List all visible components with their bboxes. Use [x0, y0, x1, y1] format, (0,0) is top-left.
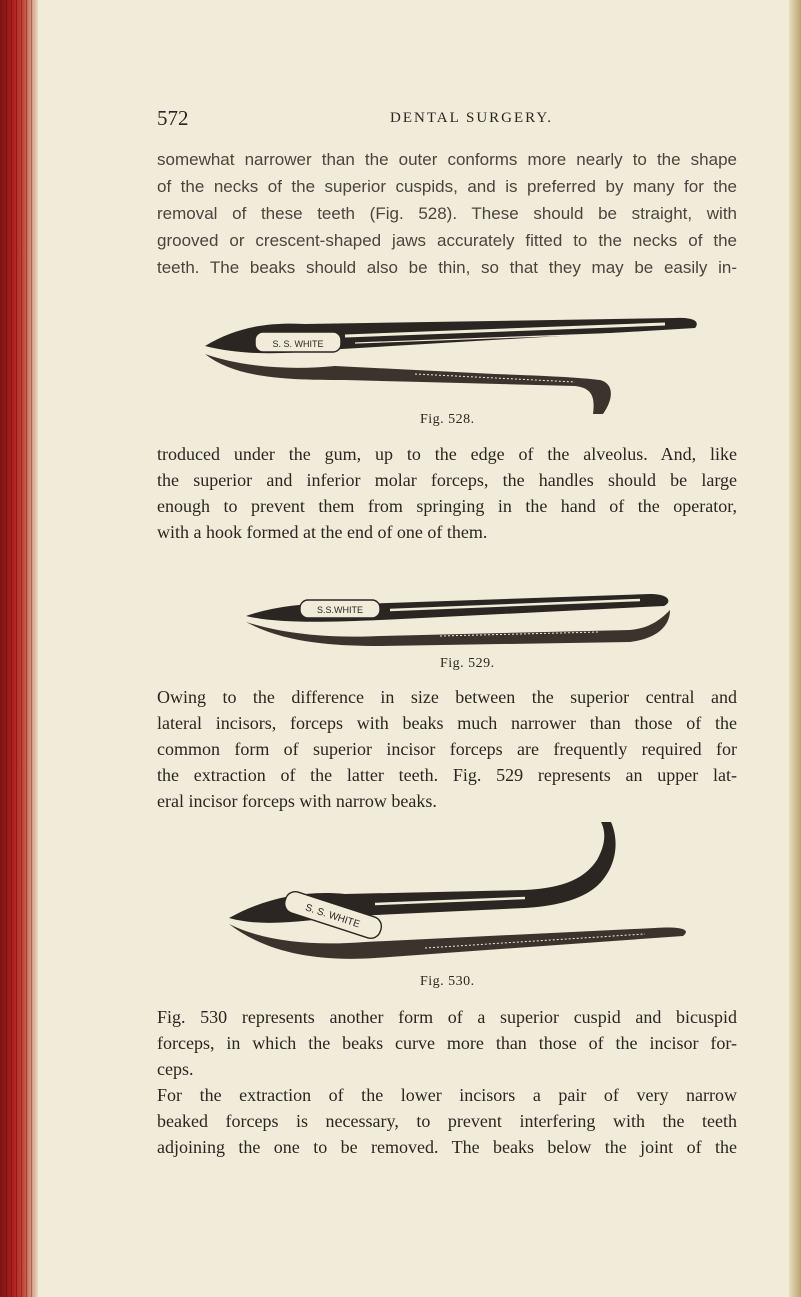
- text-line: teeth. The beaks should also be thin, so that they may be easily in-: [157, 258, 737, 277]
- text-line: Fig. 530 represents another form of a superior cuspid and bicuspid: [157, 1007, 737, 1027]
- text-line: ceps.: [157, 1059, 194, 1079]
- text-line: somewhat narrower than the outer conforms more nearly to the shape: [157, 150, 737, 169]
- figure-528-forceps-illustration: [195, 288, 710, 418]
- page-number: 572: [157, 106, 189, 130]
- figure-530-caption: Fig. 530.: [420, 974, 475, 989]
- text-line: of the necks of the superior cuspids, and is preferred by many for the: [157, 177, 737, 196]
- paragraph-5: [157, 1082, 737, 1160]
- paragraph-4: [157, 1004, 737, 1082]
- fig529-stamp: S.S.WHITE: [316, 605, 364, 615]
- paragraph-1: [157, 146, 737, 281]
- text-line: lateral incisors, forceps with beaks much narrower than those of the: [157, 713, 737, 733]
- text-line: common form of superior incisor forceps are frequently required for: [157, 739, 737, 759]
- text-line: the superior and inferior molar forceps, the handles should be large: [157, 470, 737, 490]
- text-line: Owing to the difference in size between the superior central and: [157, 687, 737, 707]
- paragraph-2: [157, 441, 737, 545]
- running-head: DENTAL SURGERY.: [390, 110, 553, 126]
- text-line: enough to prevent them from springing in the hand of the operator,: [157, 496, 737, 516]
- page-right-edge: [789, 0, 801, 1297]
- text-line: grooved or crescent-shaped jaws accurately fitted to the necks of the: [157, 231, 737, 250]
- text-line: removal of these teeth (Fig. 528). These should be straight, with: [157, 204, 737, 223]
- text-line: troduced under the gum, up to the edge of the alveolus. And, like: [157, 444, 737, 464]
- text-line: eral incisor forceps with narrow beaks.: [157, 791, 437, 811]
- fig528-stamp: S. S. WHITE: [272, 339, 324, 349]
- text-line: For the extraction of the lower incisors a pair of very narrow: [157, 1085, 737, 1105]
- figure-528-caption: Fig. 528.: [420, 412, 475, 427]
- text-line: the extraction of the latter teeth. Fig. 529 represents an upper lat-: [157, 765, 737, 785]
- fig530-stamp: S. S. WHITE: [303, 902, 362, 931]
- binding-texture: [6, 0, 32, 1297]
- text-line: with a hook formed at the end of one of them.: [157, 522, 488, 542]
- figure-529-caption: Fig. 529.: [440, 656, 495, 671]
- figure-529-forceps-illustration: [240, 580, 680, 650]
- paragraph-3: [157, 684, 737, 814]
- text-line: adjoining the one to be removed. The beaks below the joint of the: [157, 1137, 737, 1157]
- text-line: beaked forceps is necessary, to prevent interfering with the teeth: [157, 1111, 737, 1131]
- figure-530-forceps-illustration: [225, 820, 695, 970]
- text-line: forceps, in which the beaks curve more than those of the incisor for-: [157, 1033, 737, 1053]
